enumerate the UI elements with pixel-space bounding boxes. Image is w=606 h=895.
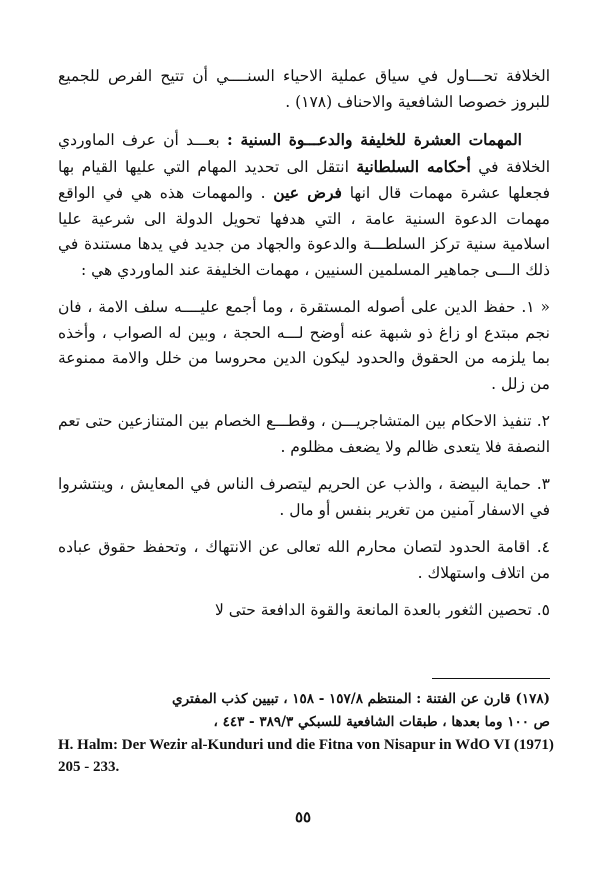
key-term: فرض عين — [273, 183, 342, 202]
page-body — [58, 64, 550, 624]
page-number: ٥٥ — [294, 808, 312, 826]
section-heading: المهمات العشرة للخليفة والدعـــوة السنية : — [227, 130, 522, 149]
duty-item-4: ٤. اقامة الحدود لتصان محارم الله تعالى عن الانتهاك ، وتحفظ حقوق عباده من اتلاف واستهلاك . — [58, 538, 550, 582]
footnote-block — [58, 688, 550, 734]
paragraph-ten-duties — [58, 127, 550, 283]
footnote-line-1: (١٧٨) قارن عن الفتنة : المنتظم ١٥٧/٨ - ١٥٨ ، تبيين كذب المفتري — [172, 691, 550, 707]
paragraph-text-part3: . والمهمات هذه هي في الواقع مهمات الدعوة السنية عامة ، التي هدفها تحويل الدولة الى شرعية عليا اسلامية سنية تركز السلطـــة والدعوة والجهاد من جديد في يدها مستندة في ذلك الـــى جماهير المسلمين السنيين ، مهمات الخليفة عند الماوردي هي : — [58, 184, 550, 279]
footnote-line-2: ص ١٠٠ وما بعدها ، طبقات الشافعية للسبكي ٣٨٩/٣ - ٤٤٣ ، — [213, 714, 550, 730]
duty-item-3: ٣. حماية البيضة ، والذب عن الحريم ليتصرف الناس في المعايش ، وينتشروا في الاسفار آمنين من تغرير بنفس أو مال . — [58, 475, 550, 519]
paragraph-text-part2: انتقل الى تحديد المهام التي عليها القيام بها فجعلها عشرة مهمات قال انها — [58, 157, 550, 202]
duty-item-2: ٢. تنفيذ الاحكام بين المتشاجريـــن ، وقطـــع الخصام بين المتنازعين حتى تعم النصفة فلا يتعدى ظالم ولا يضعف مظلوم . — [58, 412, 550, 456]
footnote-divider — [432, 678, 550, 679]
paragraph-intro: الخلافة تحـــاول في سياق عملية الاحياء السنــــي أن تتيح الفرص للجميع للبروز خصوصا الشافعية والاحناف (١٧٨) . — [58, 67, 550, 111]
paragraph-text-part1: بعـــد أن عرف الماوردي الخلافة في — [58, 131, 551, 176]
book-title: أحكامه السلطانية — [356, 156, 471, 176]
footnote-latin-reference: H. Halm: Der Wezir al-Kunduri und die Fitna von Nisapur in WdO VI (1971) 205 - 233. — [58, 737, 554, 775]
duty-item-1: « ١. حفظ الدين على أصوله المستقرة ، وما أجمع عليــــه سلف الامة ، فان نجم مبتدع او زاغ ذو شبهة عنه أوضح لـــه الحجة ، وبين له الصواب ، وأخذه بما يلزمه من الحقوق والحدود ليكون الدين محروسا من خلل والامة ممنوعة من زلل . — [58, 298, 550, 393]
duty-item-5: ٥. تحصين الثغور بالعدة المانعة والقوة الدافعة حتى لا — [214, 601, 550, 619]
